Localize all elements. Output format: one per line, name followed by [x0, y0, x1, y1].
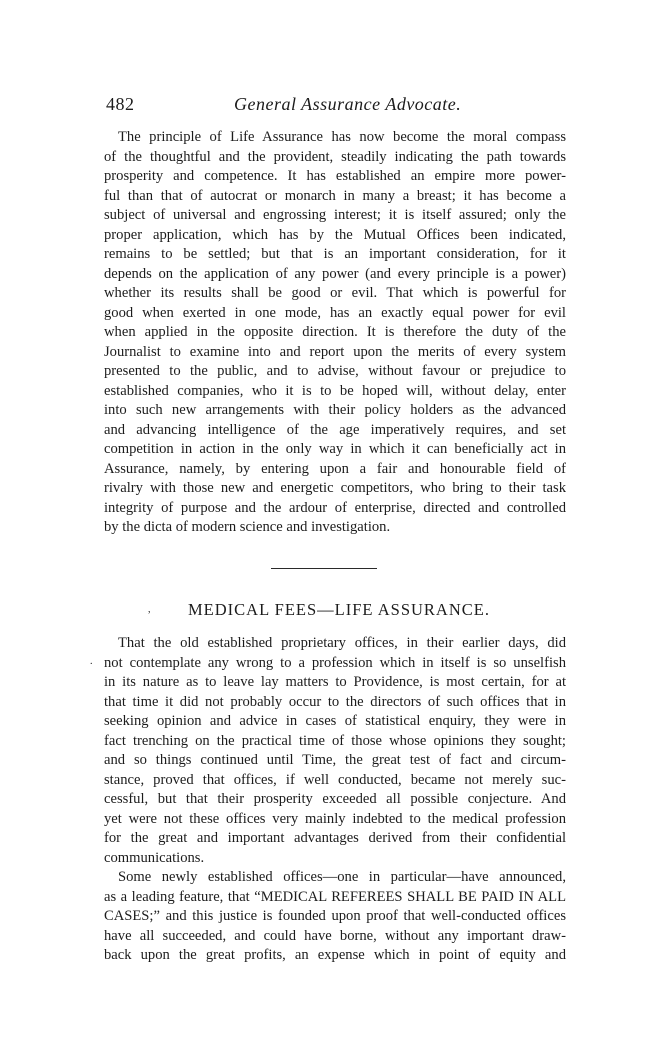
text-line: established companies, who it is to be hoped will, without delay, enter: [104, 382, 566, 399]
text-line: integrity of purpose and the ardour of enterprise, directed and controlled: [104, 499, 566, 516]
text-line: in its nature as to leave lay matters to Providence, is most certain, for at: [104, 674, 566, 690]
text-line: into such new arrangements with their policy holders as the advanced: [104, 402, 566, 418]
text-line: back upon the great profits, an expense which in point of equity and: [104, 947, 566, 963]
text-line: that time it did not probably occur to the directors of such offices that in: [104, 693, 566, 710]
article-medical-fees: [104, 634, 566, 966]
text-line: presented to the public, and to advise, without favour or prejudice to: [104, 363, 566, 379]
stray-mark: ,: [148, 604, 151, 615]
text-line: The principle of Life Assurance has now become the moral compass: [118, 129, 566, 145]
text-line: ful than that of autocrat or monarch in many a breast; it has become a: [104, 187, 566, 204]
article-principle-of-life-assurance: [104, 128, 566, 538]
section-heading: MEDICAL FEES—LIFE ASSURANCE.: [188, 600, 490, 619]
text-line: proper application, which has by the Mutual Offices been indicated,: [104, 226, 566, 243]
text-line: whether its results shall be good or evil. That which is powerful for: [104, 285, 566, 301]
text-line: good when exerted in one mode, has an exactly equal power for evil: [104, 304, 566, 321]
text-line: as a leading feature, that “MEDICAL REFEREES SHALL BE PAID IN ALL: [104, 888, 566, 905]
text-line: depends on the application of any power (and every principle is a power): [104, 265, 566, 282]
text-line: competition in action in the only way in which it can beneficially act in: [104, 441, 566, 457]
margin-mark: .: [90, 656, 93, 667]
text-line: fact trenching on the practical time of those whose opinions they sought;: [104, 732, 566, 749]
text-line: by the dicta of modern science and investigation.: [104, 519, 391, 535]
text-line: communications.: [104, 849, 205, 866]
text-line: Assurance, namely, by entering upon a fair and honourable field of: [104, 460, 566, 477]
page-number: 482: [106, 94, 135, 114]
page-header: [106, 94, 566, 120]
section-divider: [271, 568, 377, 569]
text-line: for the great and important advantages derived from their confidential: [104, 830, 566, 846]
text-line: prosperity and competence. It has established an empire more power-: [104, 168, 566, 184]
text-line: when applied in the opposite direction. It is therefore the duty of the: [104, 324, 566, 340]
text-line: That the old established proprietary offices, in their earlier days, did: [118, 635, 566, 651]
text-line: and so things continued until Time, the great test of fact and circum-: [104, 752, 566, 768]
text-line: have all succeeded, and could have borne, without any important draw-: [104, 927, 566, 944]
text-line: of the thoughtful and the provident, steadily indicating the path towards: [104, 148, 566, 165]
text-line: subject of universal and engrossing interest; it is itself assured; only the: [104, 207, 566, 223]
text-line: Journalist to examine into and report upon the merits of every system: [104, 343, 566, 360]
text-line: yet were not these offices very mainly indebted to the medical profession: [104, 810, 566, 827]
text-line: seeking opinion and advice in cases of statistical enquiry, they were in: [104, 713, 566, 729]
text-line: remains to be settled; but that is an important consideration, for it: [104, 246, 566, 262]
text-line: rivalry with those new and energetic competitors, who bring to their task: [104, 480, 566, 496]
text-line: not contemplate any wrong to a profession which in itself is so unselfish: [104, 654, 566, 671]
text-line: and advancing intelligence of the age imperatively requires, and set: [104, 421, 566, 438]
text-line: Some newly established offices—one in particular—have announced,: [118, 869, 566, 885]
text-line: CASES;” and this justice is founded upon proof that well-conducted offices: [104, 908, 566, 924]
text-line: cessful, but that their prosperity exceeded all possible conjecture. And: [104, 791, 566, 807]
text-line: stance, proved that offices, if well conducted, became not merely suc-: [104, 771, 566, 788]
running-title: General Assurance Advocate.: [234, 94, 462, 114]
